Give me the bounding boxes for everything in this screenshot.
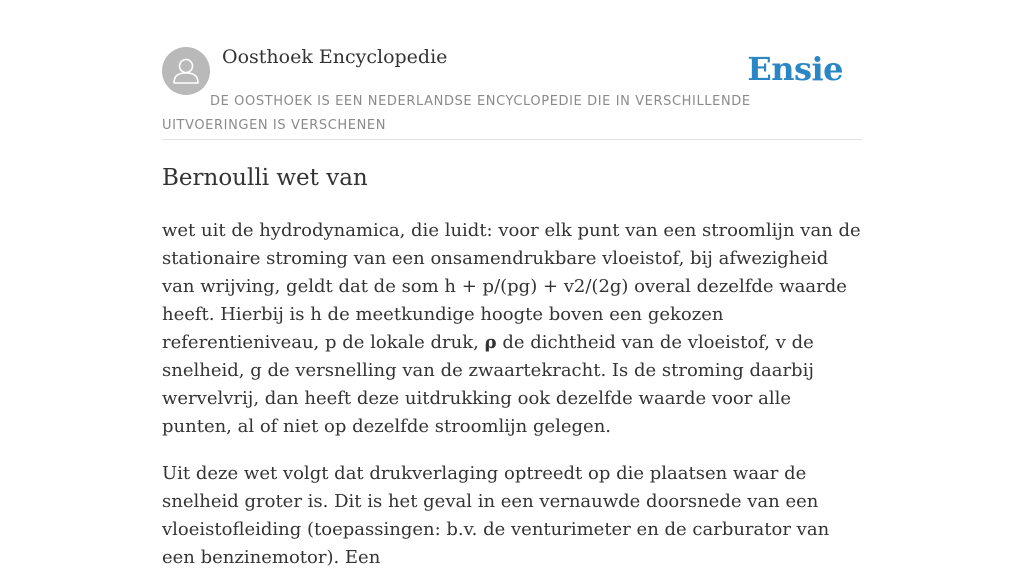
article <box>162 160 862 572</box>
user-avatar-icon[interactable] <box>162 47 210 95</box>
article-paragraph-1 <box>162 217 862 441</box>
article-paragraph-2: Uit deze wet volgt dat drukverlaging optreedt op die plaatsen waar de snelheid groter is. Dit is het geval in een vernauwde doorsnede van een vloeistofleiding (toepassingen: b.v. de venturimeter en de carburator van een benzinemotor). Een <box>162 463 830 568</box>
rho-symbol: ρ <box>484 332 497 353</box>
article-title: Bernoulli wet van <box>162 165 368 191</box>
paragraph-1-text-after: de dichtheid van de vloeistof, v de snelheid, g de versnelling van de zwaartekracht. Is de stroming daarbij wervelvrij, dan heeft deze uitdrukking ook dezelfde waarde voor alle punten, al of niet op dezelfde stroomlijn gelegen. <box>162 332 814 437</box>
site-tagline: DE OOSTHOEK IS EEN NEDERLANDSE ENCYCLOPEDIE DIE IN VERSCHILLENDE UITVOERINGEN IS VERSCHENEN <box>162 94 751 133</box>
site-name[interactable]: Oosthoek Encyclopedie <box>222 46 448 68</box>
site-header <box>162 40 862 140</box>
paragraph-1-text-before: wet uit de hydrodynamica, die luidt: voor elk punt van een stroomlijn van de stationaire stroming van een onsamendrukbare vloeistof, bij afwezigheid van wrijving, geldt dat de som h + p/(pg) + v2/(2g) overal dezelfde waarde heeft. Hierbij is h de meetkundige hoogte boven een gekozen referentieniveau, p de lokale druk, <box>162 220 861 353</box>
brand-logo[interactable]: Ensie <box>747 50 843 88</box>
avatar-figure <box>162 47 210 95</box>
